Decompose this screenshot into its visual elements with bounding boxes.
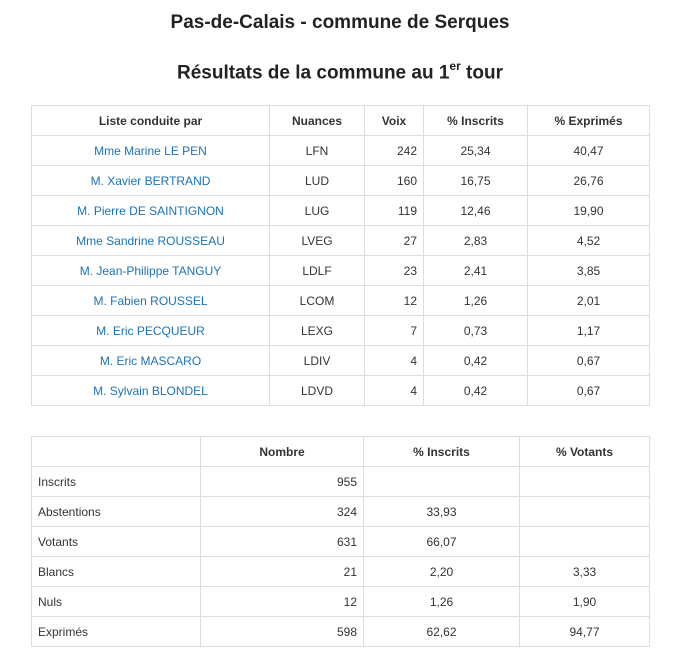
voix-cell: 4 [365,376,424,406]
exprimes-cell: 19,90 [528,196,650,226]
label-cell: Exprimés [32,617,201,647]
participation-header-row [32,437,650,467]
exprimes-cell: 3,85 [528,256,650,286]
candidate-link[interactable]: M. Fabien ROUSSEL [93,293,208,308]
nuance-cell: LFN [270,136,365,166]
voix-cell: 160 [365,166,424,196]
inscrits-cell [364,467,520,497]
table-row [32,166,650,196]
nuance-cell: LDIV [270,346,365,376]
nuance-cell: LDVD [270,376,365,406]
inscrits-cell: 62,62 [364,617,520,647]
page-title: Pas-de-Calais - commune de Serques [170,12,510,33]
voix-cell: 23 [365,256,424,286]
inscrits-cell: 12,46 [424,196,528,226]
nombre-cell: 598 [201,617,364,647]
candidate-cell[interactable] [32,136,270,166]
label-cell: Abstentions [32,497,201,527]
exprimes-cell: 4,52 [528,226,650,256]
exprimes-cell: 0,67 [528,376,650,406]
candidate-cell[interactable] [32,376,270,406]
votants-cell: 1,90 [520,587,650,617]
table-row [32,196,650,226]
inscrits-cell: 33,93 [364,497,520,527]
inscrits-cell: 0,42 [424,346,528,376]
candidate-link[interactable]: M. Eric PECQUEUR [96,323,205,338]
candidate-cell[interactable] [32,226,270,256]
voix-cell: 242 [365,136,424,166]
inscrits-cell: 0,73 [424,316,528,346]
table-row [32,587,650,617]
inscrits-cell: 25,34 [424,136,528,166]
nuance-cell: LDLF [270,256,365,286]
inscrits-cell: 66,07 [364,527,520,557]
nuance-cell: LUD [270,166,365,196]
candidate-cell[interactable] [32,286,270,316]
header-empty [32,437,201,467]
subtitle-main: Résultats de la commune au 1 [177,62,450,84]
votants-cell [520,527,650,557]
nombre-cell: 12 [201,587,364,617]
nombre-cell: 324 [201,497,364,527]
voix-cell: 27 [365,226,424,256]
label-cell: Blancs [32,557,201,587]
table-row [32,256,650,286]
table-row [32,226,650,256]
inscrits-cell: 2,83 [424,226,528,256]
exprimes-cell: 1,17 [528,316,650,346]
table-row [32,557,650,587]
votants-cell: 3,33 [520,557,650,587]
candidate-link[interactable]: Mme Marine LE PEN [94,143,207,158]
subtitle-end: tour [460,62,503,84]
subtitle-superscript: er [449,59,461,73]
nuance-cell: LCOM [270,286,365,316]
label-cell: Nuls [32,587,201,617]
table-row [32,467,650,497]
table-row [32,376,650,406]
header-liste: Liste conduite par [32,106,270,136]
candidate-cell[interactable] [32,316,270,346]
header-voix: Voix [365,106,424,136]
exprimes-cell: 2,01 [528,286,650,316]
nuance-cell: LVEG [270,226,365,256]
label-cell: Votants [32,527,201,557]
nombre-cell: 631 [201,527,364,557]
inscrits-cell: 16,75 [424,166,528,196]
header-nombre: Nombre [201,437,364,467]
header-inscrits: % Inscrits [424,106,528,136]
voix-cell: 4 [365,346,424,376]
header-nuances: Nuances [270,106,365,136]
exprimes-cell: 26,76 [528,166,650,196]
candidate-link[interactable]: M. Sylvain BLONDEL [93,383,208,398]
candidate-cell[interactable] [32,196,270,226]
table-row [32,527,650,557]
header-votants: % Votants [520,437,650,467]
header-inscrits: % Inscrits [364,437,520,467]
voix-cell: 12 [365,286,424,316]
table-row [32,286,650,316]
nuance-cell: LUG [270,196,365,226]
candidate-link[interactable]: M. Jean-Philippe TANGUY [79,263,222,278]
table-row [32,617,650,647]
nombre-cell: 21 [201,557,364,587]
participation-table [31,436,650,647]
results-table [31,105,650,406]
inscrits-cell: 2,41 [424,256,528,286]
inscrits-cell: 0,42 [424,376,528,406]
votants-cell: 94,77 [520,617,650,647]
nombre-cell: 955 [201,467,364,497]
candidate-cell[interactable] [32,166,270,196]
candidate-cell[interactable] [32,346,270,376]
page-subtitle [0,60,680,84]
candidate-link[interactable]: M. Xavier BERTRAND [90,173,211,188]
header-exprimes: % Exprimés [528,106,650,136]
votants-cell [520,467,650,497]
table-row [32,346,650,376]
label-cell: Inscrits [32,467,201,497]
exprimes-cell: 0,67 [528,346,650,376]
candidate-link[interactable]: M. Pierre DE SAINTIGNON [77,203,224,218]
table-row [32,136,650,166]
votants-cell [520,497,650,527]
candidate-link[interactable]: M. Eric MASCARO [99,353,202,368]
table-row [32,497,650,527]
voix-cell: 7 [365,316,424,346]
exprimes-cell: 40,47 [528,136,650,166]
results-header-row [32,106,650,136]
inscrits-cell: 1,26 [424,286,528,316]
inscrits-cell: 2,20 [364,557,520,587]
inscrits-cell: 1,26 [364,587,520,617]
voix-cell: 119 [365,196,424,226]
nuance-cell: LEXG [270,316,365,346]
table-row [32,316,650,346]
candidate-link[interactable]: Mme Sandrine ROUSSEAU [76,233,225,248]
candidate-cell[interactable] [32,256,270,286]
